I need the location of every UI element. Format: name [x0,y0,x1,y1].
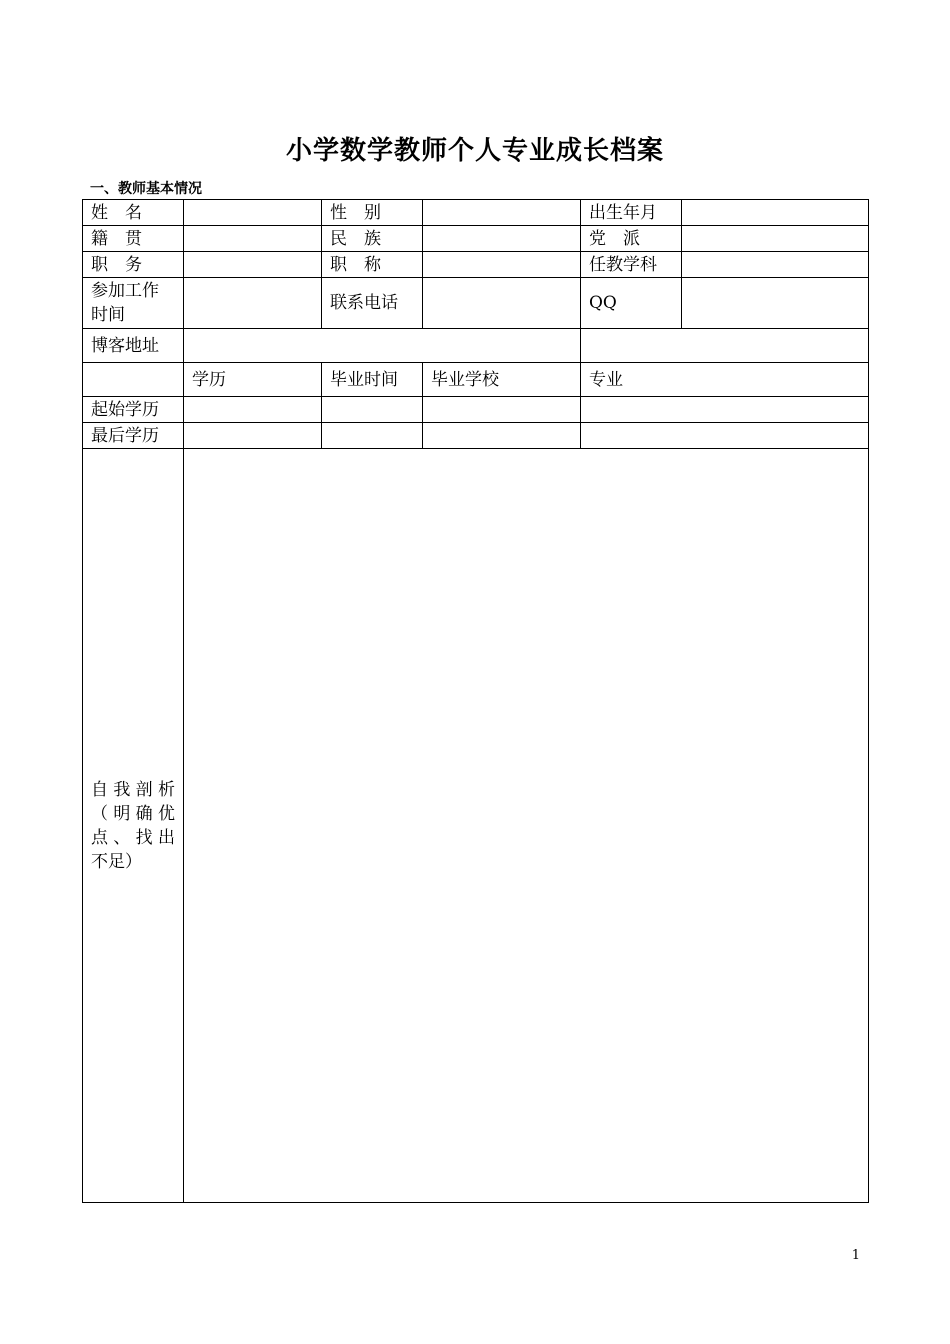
edu-last-school-field[interactable] [423,423,581,449]
edu-last-time-field[interactable] [322,423,423,449]
label-gender: 性 别 [322,200,423,226]
self-analysis-field[interactable] [184,449,869,1203]
edu-start-time-field[interactable] [322,397,423,423]
qq-field[interactable] [682,278,869,329]
table-row [83,423,869,449]
header-major: 专业 [581,363,869,397]
label-ethnic: 民 族 [322,226,423,252]
header-edu: 学历 [184,363,322,397]
label-title: 职 称 [322,252,423,278]
label-party: 党 派 [581,226,682,252]
name-field[interactable] [184,200,322,226]
label-name: 姓 名 [83,200,184,226]
label-subject: 任教学科 [581,252,682,278]
label-qq: QQ [581,278,682,329]
table-row [83,226,869,252]
native-field[interactable] [184,226,322,252]
page-title: 小学数学教师个人专业成长档案 [285,136,664,166]
page-number: 1 [851,1248,860,1263]
table-row [83,252,869,278]
blog-extra-field[interactable] [581,329,869,363]
table-row [83,363,869,397]
teacher-info-table [82,199,869,1203]
label-edu-start: 起始学历 [83,397,184,423]
table-row [83,449,869,1203]
blog-field[interactable] [184,329,581,363]
table-row [83,397,869,423]
edu-start-degree-field[interactable] [184,397,322,423]
label-position: 职 务 [83,252,184,278]
phone-field[interactable] [423,278,581,329]
edu-last-major-field[interactable] [581,423,869,449]
edu-start-school-field[interactable] [423,397,581,423]
ethnic-field[interactable] [423,226,581,252]
subject-field[interactable] [682,252,869,278]
gender-field[interactable] [423,200,581,226]
birth-field[interactable] [682,200,869,226]
edu-start-major-field[interactable] [581,397,869,423]
work-start-field[interactable] [184,278,322,329]
edu-header-blank [83,363,184,397]
label-blog: 博客地址 [83,329,184,363]
label-native: 籍 贯 [83,226,184,252]
table-row [83,278,869,329]
title-field[interactable] [423,252,581,278]
header-grad-time: 毕业时间 [322,363,423,397]
label-edu-last: 最后学历 [83,423,184,449]
position-field[interactable] [184,252,322,278]
table-row [83,200,869,226]
label-work-start: 参加工作时间 [83,278,184,329]
table-row [83,329,869,363]
party-field[interactable] [682,226,869,252]
label-self-analysis: 自我剖析（明确优点、找出不足） [83,449,184,1203]
edu-last-degree-field[interactable] [184,423,322,449]
header-grad-school: 毕业学校 [423,363,581,397]
label-birth: 出生年月 [581,200,682,226]
label-phone: 联系电话 [322,278,423,329]
section-heading: 一、教师基本情况 [90,181,202,197]
